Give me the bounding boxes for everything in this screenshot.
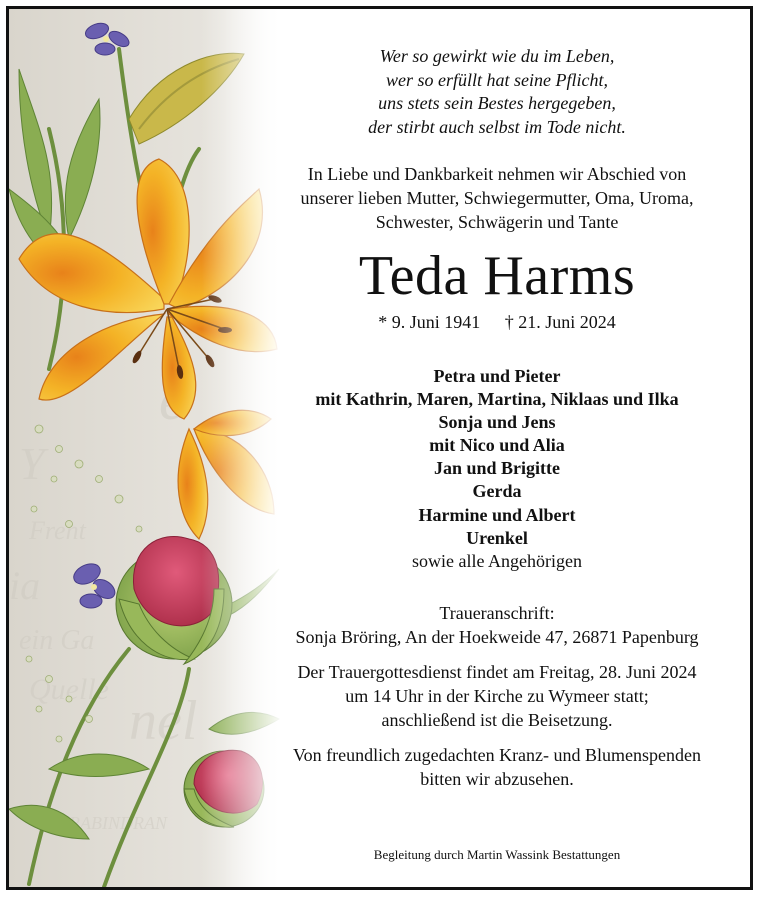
intro-line: In Liebe und Dankbarkeit nehmen wir Abschied von: [307, 164, 687, 184]
intro-line: unserer lieben Mutter, Schwiegermutter, Oma, Uroma,: [300, 188, 694, 208]
donation-note: [249, 743, 745, 791]
intro-text: [249, 162, 745, 234]
poem-line: wer so erfüllt hat seine Pflicht,: [386, 69, 608, 90]
family-list: [249, 365, 745, 573]
poem-line: der stirbt auch selbst im Tode nicht.: [368, 116, 626, 137]
family-member: sowie alle Angehörigen: [412, 550, 582, 571]
death-date: † 21. Juni 2024: [504, 312, 616, 332]
service-line: anschließend ist die Beisetzung.: [381, 709, 613, 730]
mourning-address: [249, 601, 745, 649]
donation-line: bitten wir abzusehen.: [420, 768, 574, 789]
intro-line: Schwester, Schwägerin und Tante: [375, 212, 619, 232]
floral-illustration: [9, 9, 284, 887]
service-line: um 14 Uhr in der Kirche zu Wymeer statt;: [345, 685, 649, 706]
obituary-frame: [6, 6, 753, 890]
life-dates: [249, 310, 745, 334]
address-label: Traueranschrift:: [439, 602, 555, 623]
poem-line: Wer so gewirkt wie du im Leben,: [379, 46, 615, 66]
poem: [249, 45, 745, 139]
poem-line: uns stets sein Bestes hergegeben,: [378, 93, 616, 113]
family-member: Urenkel: [466, 527, 528, 548]
family-member: Jan und Brigitte: [433, 458, 561, 479]
family-member: mit Nico und Alia: [429, 435, 565, 456]
family-member: Petra und Pieter: [433, 366, 561, 386]
donation-line: Von freundlich zugedachten Kranz- und Blumenspenden: [292, 744, 702, 765]
service-line: Der Trauergottesdienst findet am Freitag, 28. Juni 2024: [297, 661, 697, 682]
funeral-service-info: [249, 660, 745, 732]
obituary-content: [249, 9, 745, 887]
family-member: Gerda: [472, 481, 522, 502]
birth-date: * 9. Juni 1941: [378, 312, 481, 332]
undertaker-credit: Begleitung durch Martin Wassink Bestattungen: [373, 847, 621, 862]
family-member: Harmine und Albert: [418, 504, 576, 525]
address-value: Sonja Bröring, An der Hoekweide 47, 26871 Papenburg: [295, 626, 699, 647]
deceased-name: Teda Harms: [358, 245, 636, 307]
family-member: mit Kathrin, Maren, Martina, Niklaas und Ilka: [315, 389, 679, 410]
family-member: Sonja und Jens: [438, 412, 556, 433]
